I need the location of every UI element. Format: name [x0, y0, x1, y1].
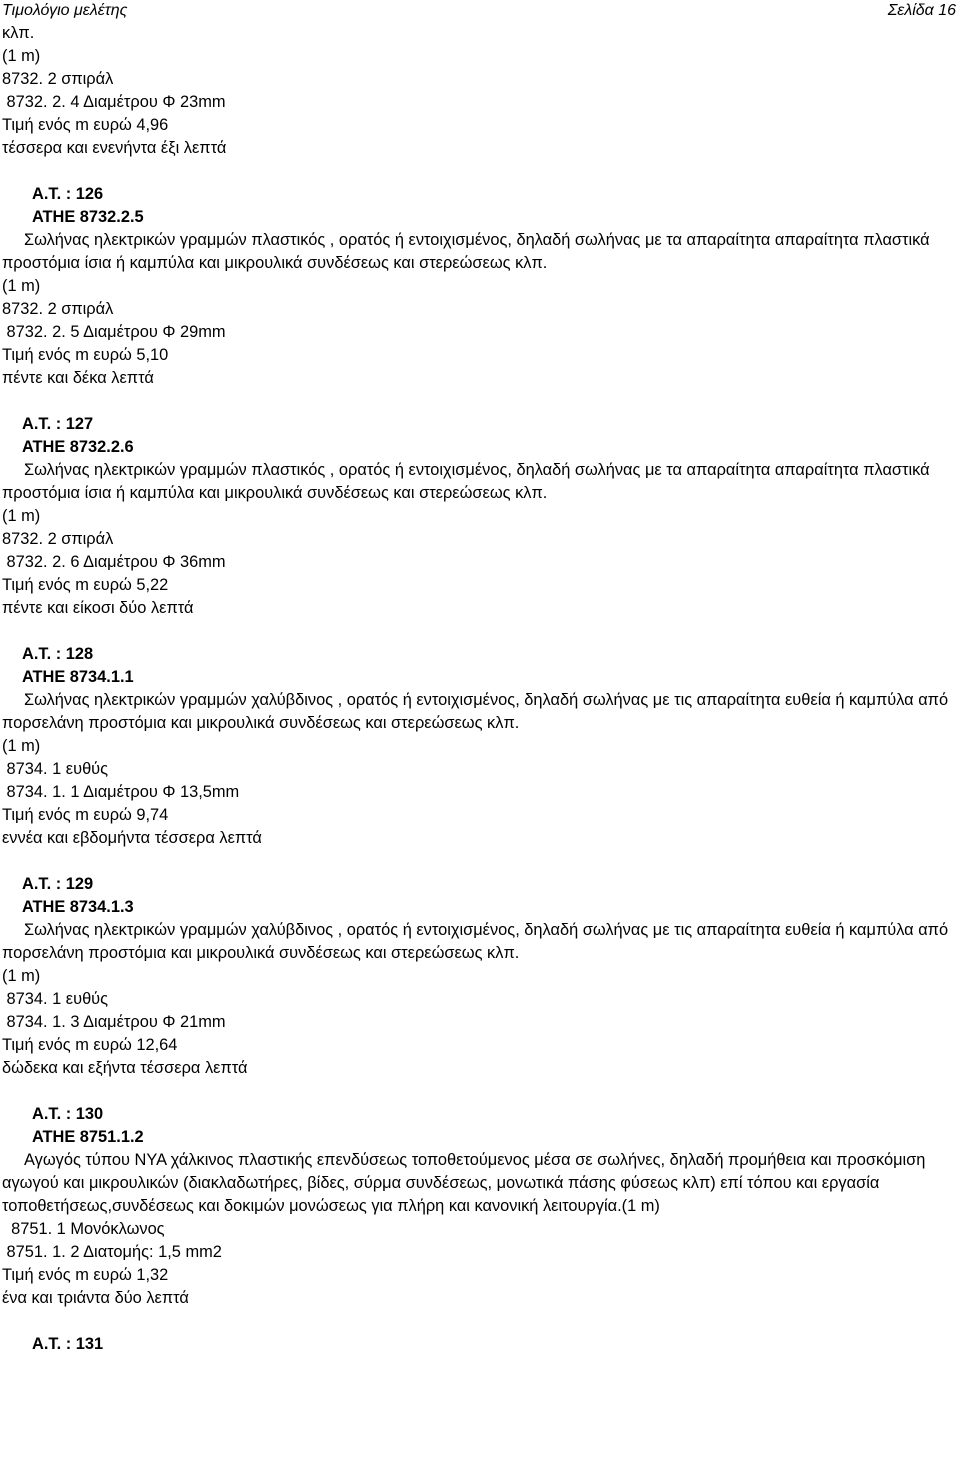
unit-line: (1 m) — [2, 967, 41, 985]
code-line: 8734. 1. 1 Διαμέτρου Φ 13,5mm — [2, 783, 240, 801]
code-line: 8732. 2. 4 Διαμέτρου Φ 23mm — [2, 93, 226, 111]
price-words-line: πέντε και είκοσι δύο λεπτά — [2, 599, 194, 617]
item-description: Σωλήνας ηλεκτρικών γραμμών χαλύβδινος , ορατός ή εντοιχισμένος, δηλαδή σωλήνας με τις απαραίτητα ευθεία ή καμπύλα από πορσελάνη προστόμια και μικρουλικά συνδέσεως και στερεώσεως κλπ. — [2, 921, 949, 962]
code-line: 8734. 1 ευθύς — [2, 990, 109, 1008]
item-athe: ΑΤΗΕ 8732.2.6 — [22, 438, 134, 456]
item-athe: ΑΤΗΕ 8732.2.5 — [32, 208, 144, 226]
item-athe: ΑΤΗΕ 8751.1.2 — [32, 1128, 144, 1146]
code-line: 8732. 2 σπιράλ — [2, 70, 114, 88]
item-at: Α.Τ. : 129 — [22, 875, 94, 893]
item-at: Α.Τ. : 126 — [32, 185, 104, 203]
document-body — [2, 22, 956, 1356]
item-description: Σωλήνας ηλεκτρικών γραμμών πλαστικός , ορατός ή εντοιχισμένος, δηλαδή σωλήνας με τα απαραίτητα απαραίτητα πλαστικά προστόμια ίσια ή καμπύλα και μικρουλικά συνδέσεως και στερεώσεως κλπ. — [2, 461, 930, 502]
price-words-line: ένα και τριάντα δύο λεπτά — [2, 1289, 189, 1307]
price-item — [2, 643, 956, 873]
code-line: 8732. 2 σπιράλ — [2, 300, 114, 318]
price-line: Τιμή ενός m ευρώ 12,64 — [2, 1036, 178, 1054]
price-item — [2, 1103, 956, 1333]
price-words-line: τέσσερα και ενενήντα έξι λεπτά — [2, 139, 227, 157]
continuation-block — [2, 22, 956, 183]
code-line: 8734. 1. 3 Διαμέτρου Φ 21mm — [2, 1013, 226, 1031]
item-description: Σωλήνας ηλεκτρικών γραμμών πλαστικός , ορατός ή εντοιχισμένος, δηλαδή σωλήνας με τα απαραίτητα απαραίτητα πλαστικά προστόμια ίσια ή καμπύλα και μικρουλικά συνδέσεως και στερεώσεως κλπ. — [2, 231, 930, 272]
unit-line: (1 m) — [2, 507, 41, 525]
price-line: Τιμή ενός m ευρώ 5,10 — [2, 346, 169, 364]
code-line: 8751. 1 Μονόκλωνος — [2, 1220, 165, 1238]
price-words-line: εννέα και εβδομήντα τέσσερα λεπτά — [2, 829, 262, 847]
code-line: 8751. 1. 2 Διατομής: 1,5 mm2 — [2, 1243, 222, 1261]
page-header — [0, 0, 960, 22]
price-item — [2, 873, 956, 1103]
item-athe: ΑΤΗΕ 8734.1.3 — [22, 898, 134, 916]
price-line: Τιμή ενός m ευρώ 1,32 — [2, 1266, 169, 1284]
text-line: κλπ. — [2, 24, 35, 42]
code-line: 8732. 2 σπιράλ — [2, 530, 114, 548]
price-words-line: πέντε και δέκα λεπτά — [2, 369, 154, 387]
price-line: Τιμή ενός m ευρώ 4,96 — [2, 116, 169, 134]
item-at: Α.Τ. : 128 — [22, 645, 94, 663]
item-at: Α.Τ. : 127 — [22, 415, 94, 433]
item-description: Σωλήνας ηλεκτρικών γραμμών χαλύβδινος , ορατός ή εντοιχισμένος, δηλαδή σωλήνας με τις απαραίτητα ευθεία ή καμπύλα από πορσελάνη προστόμια και μικρουλικά συνδέσεως και στερεώσεως κλπ. — [2, 691, 949, 732]
item-description: Αγωγός τύπου ΝΥΑ χάλκινος πλαστικής επενδύσεως τοποθετούμενος μέσα σε σωλήνες, δηλαδή προμήθεια και προσκόμιση αγωγού και μικρουλικών (διακλαδωτήρες, βίδες, σύρμα συνδέσεως, μονωτικά πάσης φύσεως κλπ) επί τόπου και εργασία τοποθετήσεως,συνδέσεως και δοκιμών μονώσεως για πλήρη και κανονική λειτουργία.(1 m) — [2, 1151, 926, 1215]
code-line: 8732. 2. 6 Διαμέτρου Φ 36mm — [2, 553, 226, 571]
price-item — [2, 183, 956, 413]
item-athe: ΑΤΗΕ 8734.1.1 — [22, 668, 134, 686]
price-item — [2, 413, 956, 643]
code-line: 8734. 1 ευθύς — [2, 760, 109, 778]
page-number: Σελίδα 16 — [887, 2, 956, 19]
item-at: Α.Τ. : 130 — [32, 1105, 104, 1123]
unit-line: (1 m) — [2, 737, 41, 755]
unit-line: (1 m) — [2, 277, 41, 295]
price-item — [2, 1333, 956, 1356]
item-at: Α.Τ. : 131 — [32, 1335, 104, 1353]
price-line: Τιμή ενός m ευρώ 9,74 — [2, 806, 169, 824]
unit-line: (1 m) — [2, 47, 41, 65]
price-line: Τιμή ενός m ευρώ 5,22 — [2, 576, 169, 594]
code-line: 8732. 2. 5 Διαμέτρου Φ 29mm — [2, 323, 226, 341]
document-title: Τιμολόγιο μελέτης — [2, 2, 128, 19]
price-words-line: δώδεκα και εξήντα τέσσερα λεπτά — [2, 1059, 248, 1077]
